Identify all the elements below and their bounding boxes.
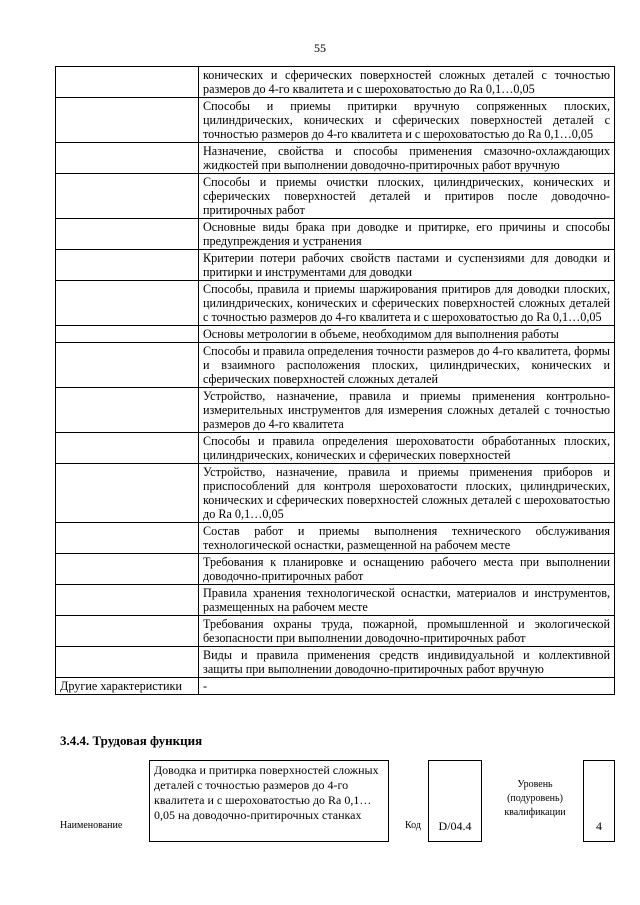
knowledge-row xyxy=(56,219,615,250)
knowledge-row-label-cell xyxy=(56,647,199,678)
knowledge-item: Назначение, свойства и способы применения смазочно-охлаждающих жидкостей при выполнении доводочно-притирочных работ вручную xyxy=(199,143,615,174)
knowledge-row-label-cell xyxy=(56,554,199,585)
knowledge-item: Виды и правила применения средств индивидуальной и коллективной защиты при выполнении доводочно-притирочных работ вручную xyxy=(199,647,615,678)
knowledge-row xyxy=(56,174,615,219)
knowledge-row-label-cell xyxy=(56,219,199,250)
page-number: 55 xyxy=(314,41,326,55)
knowledge-row-label-cell xyxy=(56,250,199,281)
knowledge-row xyxy=(56,554,615,585)
knowledge-item: Способы, правила и приемы шаржирования притиров для доводки плоских, цилиндрических, конических и сферических поверхностей сложных деталей с точностью размеров до 4-го квалитета и с шероховатостью до Ra 0,1…0,05 xyxy=(199,281,615,326)
knowledge-item: Способы и приемы очистки плоских, цилиндрических, конических и сферических поверхностей деталей и притиров после доводочно-притирочных работ xyxy=(199,174,615,219)
knowledge-item: Способы и правила определения точности размеров до 4-го квалитета, формы и взаимного расположения плоских, цилиндрических, конических и сферических поверхностей сложных деталей xyxy=(199,343,615,388)
knowledge-row xyxy=(56,326,615,343)
knowledge-table-body xyxy=(56,67,615,678)
knowledge-row xyxy=(56,98,615,143)
section-title: 3.4.4. Трудовая функция xyxy=(60,733,203,748)
knowledge-row xyxy=(56,616,615,647)
knowledge-row-label-cell xyxy=(56,343,199,388)
other-characteristics-label: Другие характеристики xyxy=(56,678,199,695)
knowledge-row xyxy=(56,67,615,98)
knowledge-row-label-cell xyxy=(56,281,199,326)
knowledge-row-label-cell xyxy=(56,326,199,343)
knowledge-row xyxy=(56,523,615,554)
knowledge-row xyxy=(56,585,615,616)
knowledge-row-label-cell xyxy=(56,174,199,219)
knowledge-row-label-cell xyxy=(56,67,199,98)
knowledge-row-label-cell xyxy=(56,585,199,616)
knowledge-row-label-cell xyxy=(56,433,199,464)
knowledge-row xyxy=(56,464,615,523)
knowledge-item: Требования охраны труда, пожарной, промышленной и экологической безопасности при выполнении доводочно-притирочных работ xyxy=(199,616,615,647)
knowledge-item: Требования к планировке и оснащению рабочего места при выполнении доводочно-притирочных работ xyxy=(199,554,615,585)
knowledge-item: Критерии потери рабочих свойств пастами и суспензиями для доводки и притирки и инструментами для доводки xyxy=(199,250,615,281)
function-name-value: Доводка и притирка поверхностей сложных деталей с точностью размеров до 4-го квалитета и с шероховатостью до Ra 0,1…0,05 на доводочно-притирочных станках xyxy=(149,760,389,842)
knowledge-item: Состав работ и приемы выполнения технического обслуживания технологической оснастки, размещенной на рабочем месте xyxy=(199,523,615,554)
knowledge-item: Способы и приемы притирки вручную сопряженных плоских, цилиндрических, конических и сферических поверхностей деталей с точностью размеров до 4-го квалитета и с шероховатостью до Ra 0,1…0,05 xyxy=(199,98,615,143)
knowledge-row-label-cell xyxy=(56,388,199,433)
knowledge-row-label-cell xyxy=(56,143,199,174)
function-code-value: D/04.4 xyxy=(428,760,482,842)
knowledge-row xyxy=(56,143,615,174)
knowledge-row xyxy=(56,647,615,678)
knowledge-item: Устройство, назначение, правила и приемы применения контрольно-измерительных инструментов для измерения сложных деталей с точностью размеров до 4-го квалитета xyxy=(199,388,615,433)
function-code-label: Код xyxy=(405,820,421,831)
other-characteristics-row xyxy=(56,678,615,695)
function-name-label: Наименование xyxy=(60,820,123,831)
knowledge-item: конических и сферических поверхностей сложных деталей с точностью размеров до 4-го квалитета и с шероховатостью до Ra 0,1…0,05 xyxy=(199,67,615,98)
knowledge-table xyxy=(55,66,615,695)
knowledge-row-label-cell xyxy=(56,523,199,554)
knowledge-row xyxy=(56,388,615,433)
knowledge-item: Правила хранения технологической оснастки, материалов и инструментов, размещенных на рабочем месте xyxy=(199,585,615,616)
knowledge-item: Устройство, назначение, правила и приемы применения приборов и приспособлений для контроля шероховатости плоских, цилиндрических, конических и сферических поверхностей сложных деталей с шероховатостью до Ra 0,1…0,05 xyxy=(199,464,615,523)
knowledge-item: Основы метрологии в объеме, необходимом для выполнения работы xyxy=(199,326,615,343)
knowledge-row xyxy=(56,250,615,281)
knowledge-row-label-cell xyxy=(56,98,199,143)
qualification-level-label: Уровень (подуровень) квалификации xyxy=(504,779,566,818)
knowledge-row xyxy=(56,343,615,388)
knowledge-row xyxy=(56,433,615,464)
qualification-level-value: 4 xyxy=(583,760,615,842)
knowledge-row-label-cell xyxy=(56,464,199,523)
other-characteristics-value: - xyxy=(199,678,615,695)
knowledge-row-label-cell xyxy=(56,616,199,647)
knowledge-item: Основные виды брака при доводке и притирке, его причины и способы предупреждения и устранения xyxy=(199,219,615,250)
knowledge-item: Способы и правила определения шероховатости обработанных плоских, цилиндрических, конических и сферических поверхностей xyxy=(199,433,615,464)
knowledge-row xyxy=(56,281,615,326)
